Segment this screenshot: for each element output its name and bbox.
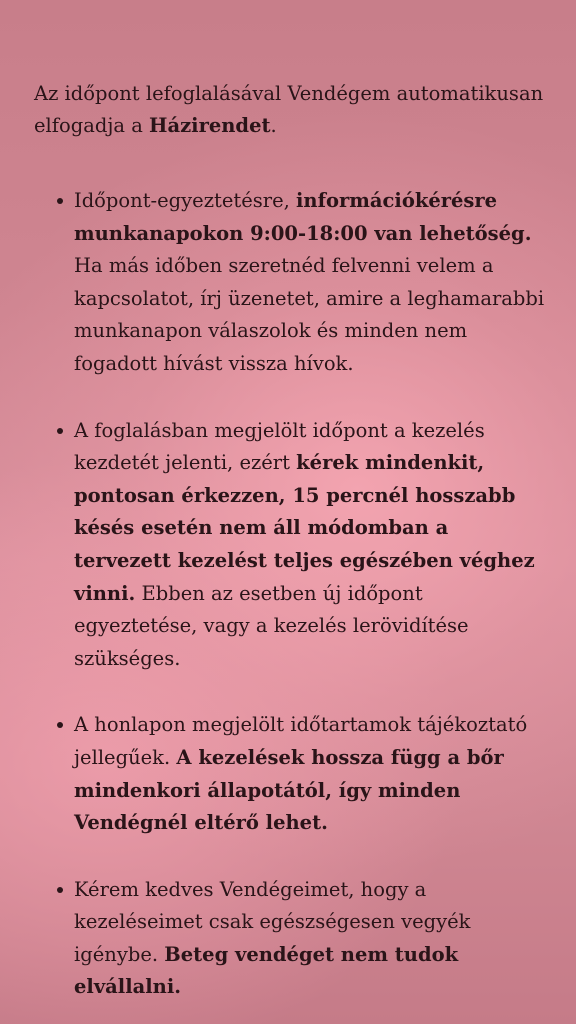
- rule-text: A foglalásban megjelölt időpont a kezelés kezdetét jelenti, ezért: [74, 418, 485, 475]
- rule-item-punctuality: [34, 415, 546, 676]
- rule-bold-text: információkérésre munkanapokon 9:00-18:00 van lehetőség.: [74, 189, 532, 245]
- rule-text-end: Ebben az esetben új időpont egyeztetése, vagy a kezelés lerövidítése szükséges.: [74, 581, 469, 670]
- rule-item-health: [34, 874, 546, 1004]
- rule-text: Időpont-egyeztetésre,: [74, 189, 297, 212]
- bullet-icon: [57, 722, 63, 728]
- bullet-icon: [57, 428, 63, 434]
- rule-text-end: Ha más időben szeretnéd felvenni velem a kapcsolatot, írj üzenetet, amire a leghamarabbi munkanapon válaszolok és minden nem fogadott hívást vissza hívok.: [74, 254, 545, 375]
- rule-bold-text: kérek mindenkit, pontosan érkezzen, 15 percnél hosszabb késés esetén nem áll módomban a tervezett kezelést teljes egészében véghez vinni.: [74, 451, 535, 605]
- intro-end: .: [270, 114, 277, 137]
- house-rules-document: [34, 78, 546, 1004]
- rules-list: [34, 185, 546, 1004]
- bullet-icon: [57, 887, 63, 893]
- bullet-icon: [57, 198, 63, 204]
- rule-text: A honlapon megjelölt időtartamok tájékoztató jellegűek.: [74, 713, 528, 769]
- rule-item-treatment-duration: [34, 709, 546, 839]
- intro-paragraph: [34, 78, 546, 142]
- rule-text: Kérem kedves Vendégeimet, hogy a kezeléseimet csak egészségesen vegyék igénybe.: [74, 877, 471, 966]
- rule-item-appointment-inquiry: [34, 185, 546, 381]
- rule-bold-text: Beteg vendéget nem tudok elvállalni.: [74, 942, 459, 999]
- intro-house-rules-bold: Házirendet: [149, 114, 271, 137]
- rule-bold-text: A kezelések hossza függ a bőr mindenkori állapotától, így minden Vendégnél eltérő lehet.: [74, 745, 504, 835]
- intro-text: Az időpont lefoglalásával Vendégem automatikusan elfogadja a: [34, 82, 544, 137]
